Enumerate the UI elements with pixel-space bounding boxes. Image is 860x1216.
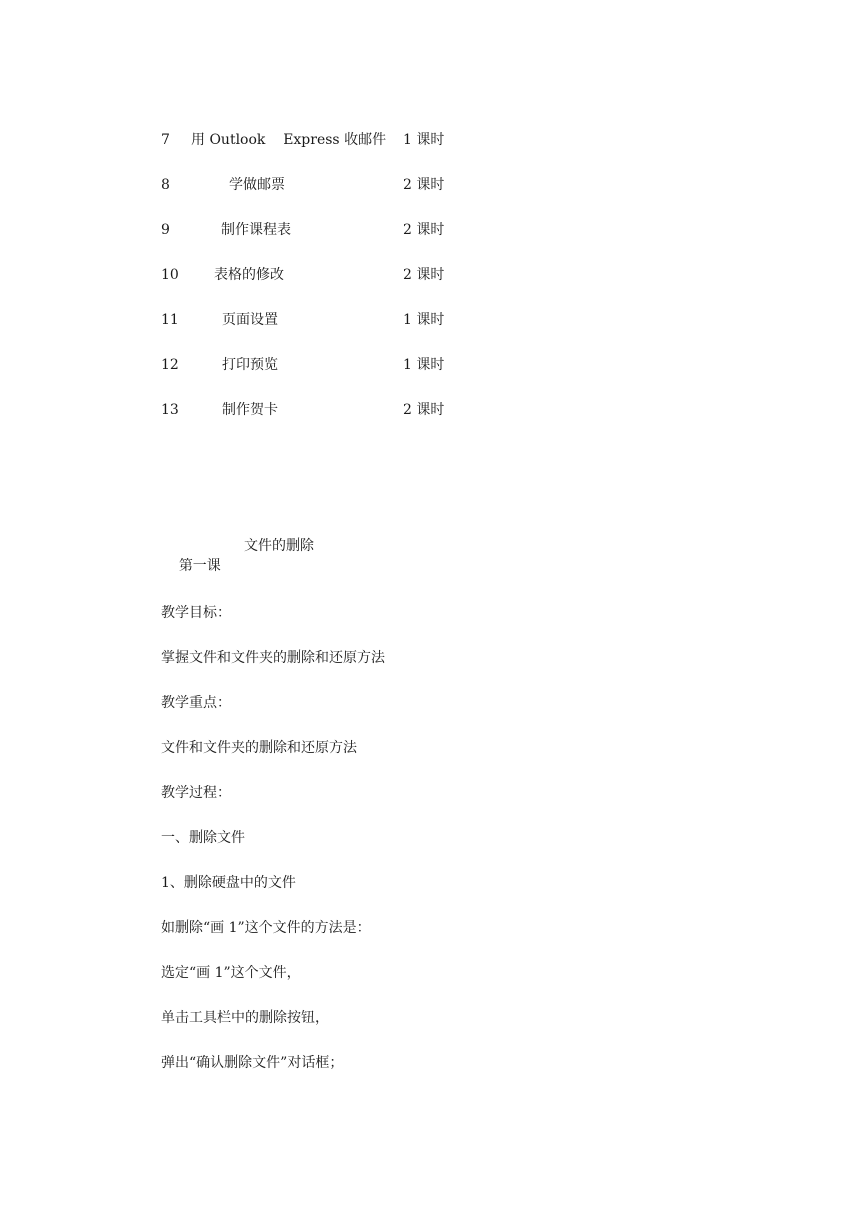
schedule-row [161, 130, 461, 175]
schedule-row [161, 220, 461, 265]
lesson-number: 12 [161, 357, 179, 373]
lesson-hours: 1 课时 [403, 357, 445, 373]
paragraph: 如删除“画 1”这个文件的方法是： [161, 920, 371, 936]
lesson-title: 制作课程表 [221, 222, 291, 238]
lesson-title: 表格的修改 [214, 267, 284, 283]
subheading: 1、删除硬盘中的文件 [161, 875, 296, 891]
schedule-row [161, 265, 461, 310]
lesson-title: 学做邮票 [229, 177, 285, 193]
lesson-body [161, 603, 385, 1098]
paragraph: 掌握文件和文件夹的删除和还原方法 [161, 650, 385, 666]
paragraph: 文件和文件夹的删除和还原方法 [161, 740, 357, 756]
lesson-hours: 2 课时 [403, 402, 445, 418]
schedule-row [161, 400, 461, 445]
lesson-number: 9 [161, 222, 170, 238]
lesson-number: 7 [161, 132, 170, 148]
lesson-number: 13 [161, 402, 179, 418]
paragraph: 单击工具栏中的删除按钮， [161, 1010, 329, 1026]
lesson-hours: 1 课时 [403, 132, 445, 148]
lesson-heading-title: 文件的删除 [244, 538, 314, 554]
lesson-title: 用 Outlook Express 收邮件 [191, 132, 387, 148]
lesson-hours: 2 课时 [403, 222, 445, 238]
schedule-row [161, 310, 461, 355]
lesson-number: 11 [161, 312, 179, 328]
paragraph: 弹出“确认删除文件”对话框； [161, 1055, 344, 1071]
lesson-number: 10 [161, 267, 179, 283]
paragraph: 选定“画 1”这个文件， [161, 965, 301, 981]
lesson-title: 制作贺卡 [222, 402, 278, 418]
section-heading-process: 教学过程： [161, 785, 231, 801]
schedule-row [161, 355, 461, 400]
lesson-title: 页面设置 [222, 312, 278, 328]
subheading: 一、删除文件 [161, 830, 245, 846]
lesson-number: 8 [161, 177, 170, 193]
lesson-hours: 1 课时 [403, 312, 445, 328]
lesson-label: 第一课 [178, 558, 221, 574]
section-heading-key-points: 教学重点： [161, 695, 231, 711]
section-heading-objectives: 教学目标： [161, 605, 231, 621]
course-schedule [161, 130, 461, 445]
lesson-hours: 2 课时 [403, 267, 445, 283]
lesson-hours: 2 课时 [403, 177, 445, 193]
lesson-title: 打印预览 [222, 357, 278, 373]
schedule-row [161, 175, 461, 220]
